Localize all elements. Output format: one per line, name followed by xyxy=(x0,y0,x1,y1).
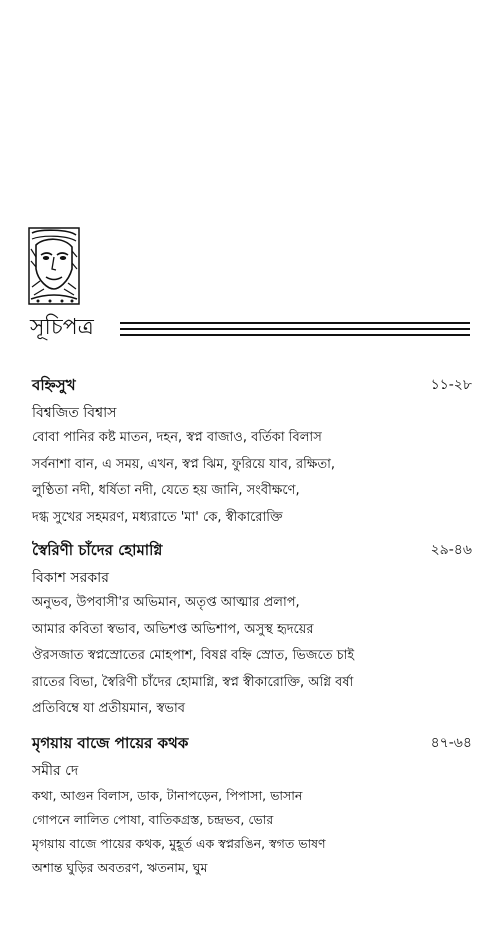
rule-line xyxy=(120,322,470,324)
poem-line: সর্বনাশা বান, এ সময়, এখন, স্বপ্ন ঝিম, ফুরিয়ে যাব, রক্ষিতা, xyxy=(32,456,336,472)
section-author: বিশ্বজিত বিশ্বাস xyxy=(32,405,117,421)
poem-line: অশান্ত ঘুড়ির অবতরণ, ঋতনাম, ঘুম xyxy=(32,860,208,875)
section-author: বিকাশ সরকার xyxy=(32,570,109,586)
page-range: ২৯-৪৬ xyxy=(430,542,472,558)
header-rules xyxy=(120,322,470,338)
toc-section-2 xyxy=(32,540,472,727)
poem-line: লুণ্ঠিতা নদী, ধর্ষিতা নদী, যেতে হয় জানি, সংবীক্ষণে, xyxy=(32,483,300,498)
section-title[interactable]: বহ্নিসুখ xyxy=(32,376,76,394)
poem-line: গোপনে লালিত পোষা, বাতিকগ্রস্ত, চন্দ্রভব, ভোর xyxy=(32,812,274,827)
page-title: সূচিপত্র xyxy=(30,315,94,340)
section-title[interactable]: স্বৈরিণী চাঁদের হোমাগ্নি xyxy=(32,541,163,559)
illustrated-face-icon xyxy=(28,227,80,305)
toc-section-1 xyxy=(32,375,472,535)
poem-line: বোবা পানির কষ্ট মাতন, দহন, স্বপ্ন বাজাও, বর্তিকা বিলাস xyxy=(32,430,322,445)
poem-line: দগ্ধ সুখের সহমরণ, মধ্যরাতে 'মা' কে, স্বীকারোক্তি xyxy=(32,509,283,525)
poem-list xyxy=(32,594,472,727)
page-range: ৪৭-৬৪ xyxy=(430,735,472,751)
poem-line: আমার কবিতা স্বভাব, অভিশপ্ত অভিশাপ, অসুস্থ হৃদয়ের xyxy=(32,621,314,637)
rule-line xyxy=(120,334,470,336)
poem-line: মৃগয়ায় বাজে পায়ের কথক, মুহূর্ত এক স্বপ্নরঙিন, স্বগত ভাষণ xyxy=(32,836,326,851)
poem-line: কথা, আগুন বিলাস, ডাক, টানাপড়েন, পিপাসা, ভাসান xyxy=(32,788,303,803)
section-author: সমীর দে xyxy=(32,763,79,779)
poem-line: ঔরসজাত স্বপ্নস্রোতের মোহপাশ, বিষণ্ণ বহ্নি স্রোত, ভিজতে চাই xyxy=(32,648,355,663)
page-range: ১১-২৮ xyxy=(430,377,472,393)
section-title[interactable]: মৃগয়ায় বাজে পায়ের কথক xyxy=(32,734,189,752)
toc-header xyxy=(30,310,470,350)
poem-list xyxy=(32,787,472,883)
rule-line xyxy=(120,328,470,330)
poem-line: প্রতিবিম্বে যা প্রতীয়মান, স্বভাব xyxy=(32,701,185,716)
toc-section-3 xyxy=(32,733,472,883)
poem-line: রাতের বিভা, স্বৈরিণী চাঁদের হোমাগ্নি, স্বপ্ন স্বীকারোক্তি, অগ্নি বর্ষা xyxy=(32,674,354,690)
poem-list xyxy=(32,429,472,535)
poem-line: অনুভব, উপবাসী'র অভিমান, অতৃপ্ত আত্মার প্রলাপ, xyxy=(32,595,300,610)
